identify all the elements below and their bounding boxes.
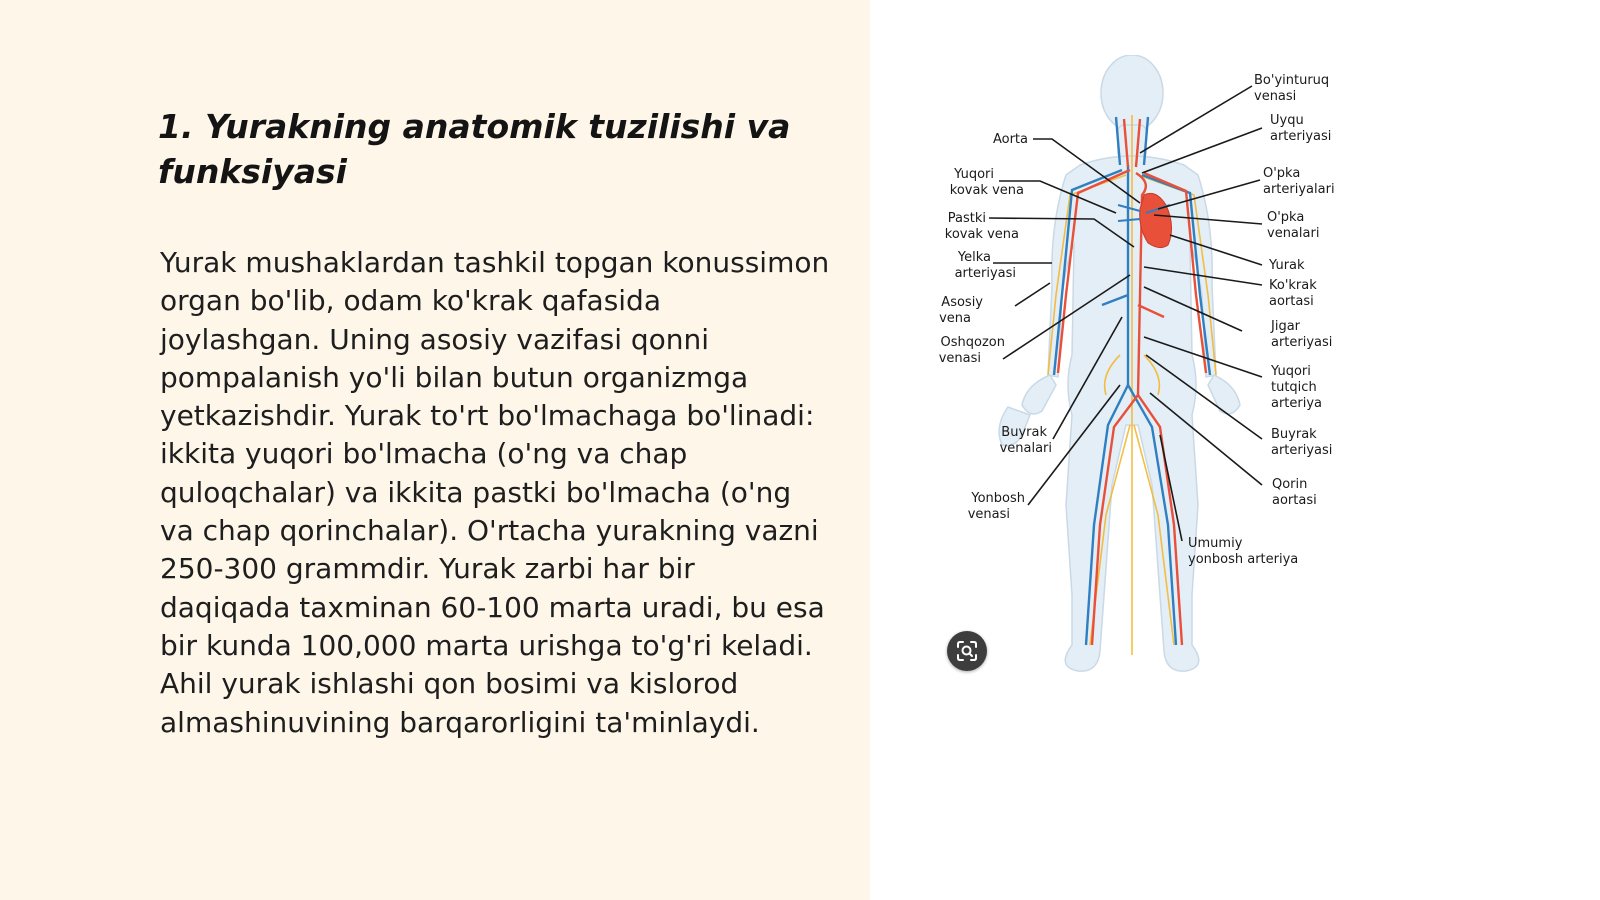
label-boyinturuq-line2: venasi	[1254, 89, 1297, 104]
label-buyrak-venalari-line1: Buyrak	[1001, 425, 1047, 440]
label-pastki-kovak-line1: Pastki	[947, 211, 986, 226]
label-yonbosh-venasi-line1: Yonbosh	[971, 491, 1025, 506]
label-kokrak-aortasi-line1: Ko'krak	[1269, 278, 1317, 293]
label-aorta: Aorta	[992, 132, 1028, 147]
label-tutqich-line3: arteriya	[1271, 396, 1323, 411]
label-pastki-kovak-line2: kovak vena	[944, 227, 1019, 242]
label-boyinturuq-line1: Bo'yinturuq	[1254, 73, 1330, 88]
circulatory-diagram-svg	[930, 55, 1390, 695]
label-buyrak-venalari-line2: venalari	[999, 441, 1052, 456]
label-qorin-aortasi-line2: aortasi	[1272, 493, 1317, 508]
label-yelka-line1: Yelka	[957, 250, 991, 265]
label-uyqu-line1: Uyqu	[1270, 113, 1304, 128]
label-qorin-aortasi-line1: Qorin	[1272, 477, 1308, 492]
label-yurak: Yurak	[1269, 258, 1305, 273]
label-opka-venalari-line2: venalari	[1267, 226, 1320, 241]
lens-search-icon	[955, 639, 979, 663]
label-kokrak-aortasi-line2: aortasi	[1269, 294, 1314, 309]
label-yuqori-kovak-line1: Yuqori	[954, 167, 994, 182]
label-jigar-line2: arteriyasi	[1271, 335, 1333, 350]
label-opka-arteriyalari-line1: O'pka	[1263, 166, 1301, 181]
circulatory-system-diagram	[930, 55, 1390, 695]
slide-body-text: Yurak mushaklardan tashkil topgan konussimon organ bo'lib, odam ko'krak qafasida joylashgan. Uning asosiy vazifasi qonni pompalanish yo'li bilan butun organizmga yetkazishdir. Yurak to'rt bo'lmachaga bo'linadi: ikkita yuqori bo'lmacha (o'ng va chap quloqchalar) va ikkita pastki bo'lmacha (o'ng va chap qorinchalar). O'rtacha yurakning vazni 250-300 grammdir. Yurak zarbi har bir daqiqada taxminan 60-100 marta uradi, bu esa bir kunda 100,000 marta urishga to'g'ri keladi. Ahil yurak ishlashi qon bosimi va kislorod almashinuvining barqarorligini ta'minlaydi.	[160, 246, 830, 739]
label-umumiy-yonbosh-line2: yonbosh arteriya	[1188, 552, 1299, 567]
label-oshqozon-line2: venasi	[938, 351, 981, 366]
label-opka-venalari-line1: O'pka	[1267, 210, 1305, 225]
label-asosiy-line2: vena	[939, 311, 971, 326]
label-yonbosh-venasi-line2: venasi	[967, 507, 1010, 522]
label-opka-arteriyalari-line2: arteriyalari	[1263, 182, 1335, 197]
label-umumiy-yonbosh-line1: Umumiy	[1188, 536, 1243, 551]
label-buyrak-arteriyasi-line1: Buyrak	[1271, 427, 1317, 442]
label-yelka-line2: arteriyasi	[954, 266, 1016, 281]
label-oshqozon-line1: Oshqozon	[940, 335, 1005, 350]
lens-search-button[interactable]	[947, 631, 987, 671]
label-yuqori-kovak-line2: kovak vena	[949, 183, 1024, 198]
label-uyqu-line2: arteriyasi	[1270, 129, 1332, 144]
label-jigar-line1: Jigar	[1271, 319, 1301, 334]
label-tutqich-line2: tutqich	[1271, 380, 1317, 395]
slide-title: 1. Yurakning anatomik tuzilishi va funksiyasi	[158, 107, 791, 191]
label-asosiy-line1: Asosiy	[941, 295, 983, 310]
label-tutqich-line1: Yuqori	[1271, 364, 1311, 379]
label-buyrak-arteriyasi-line2: arteriyasi	[1271, 443, 1333, 458]
